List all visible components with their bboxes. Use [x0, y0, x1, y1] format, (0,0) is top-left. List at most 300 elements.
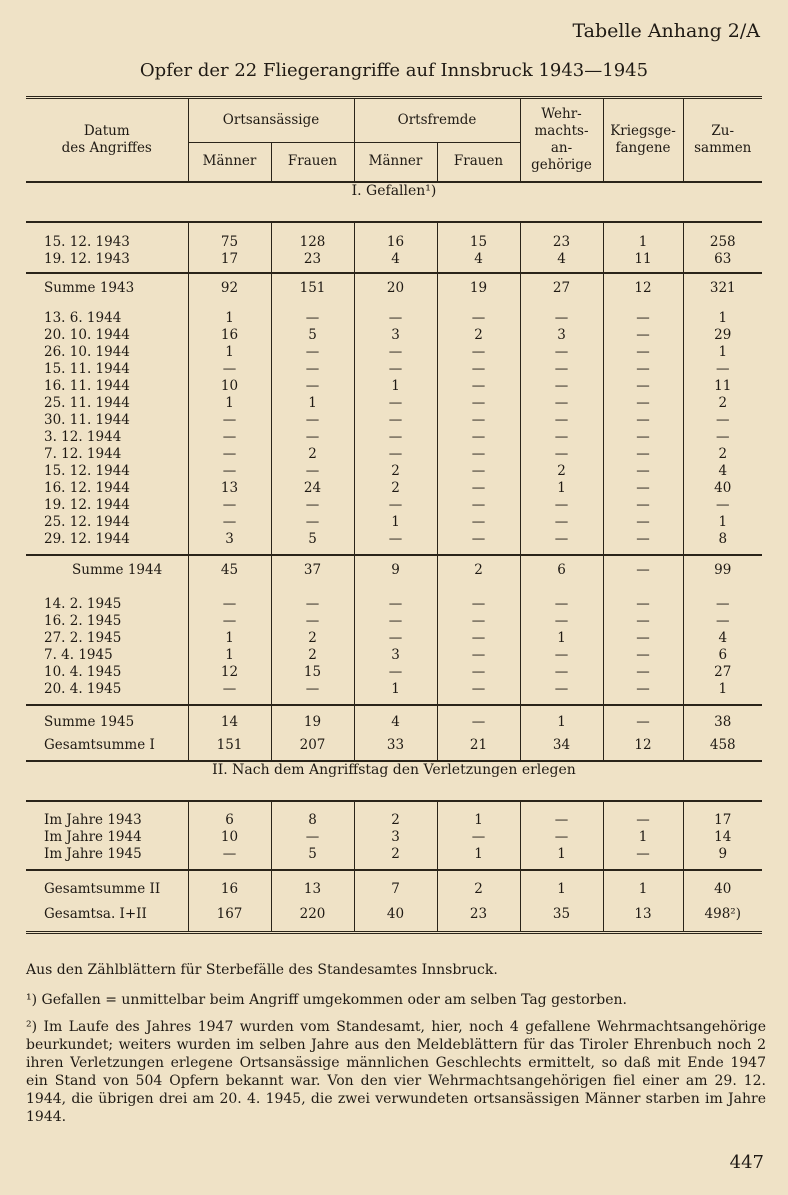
- table-cell: 12: [603, 273, 683, 310]
- row-label: 15. 12. 1944: [44, 463, 130, 479]
- table-cell: 1: [520, 846, 603, 870]
- table-cell: 12: [603, 731, 683, 761]
- table-cell: —: [520, 647, 603, 664]
- table-cell: 220: [271, 898, 354, 933]
- table-cell: —: [437, 480, 520, 497]
- table-cell: —: [603, 514, 683, 531]
- table-row: [26, 514, 762, 531]
- table-cell: 14: [683, 829, 762, 846]
- table-cell: 1: [520, 705, 603, 731]
- table-cell: —: [188, 596, 271, 613]
- table-cell: 99: [683, 555, 762, 596]
- source-note: Aus den Zählblättern für Sterbefälle des Standesamtes Innsbruck.: [26, 962, 498, 978]
- table-cell: —: [603, 429, 683, 446]
- row-label: 14. 2. 1945: [44, 596, 122, 612]
- table-cell: 5: [271, 846, 354, 870]
- table-cell: 8: [683, 531, 762, 555]
- row-label: Summe 1944: [26, 555, 188, 596]
- table-cell: —: [520, 412, 603, 429]
- col-ortsans-frauen: Frauen: [271, 142, 354, 182]
- table-row: [26, 630, 762, 647]
- table-cell: 45: [188, 555, 271, 596]
- table-cell: —: [683, 412, 762, 429]
- col-kriegsgefangene: Kriegsge- fangene: [603, 98, 683, 183]
- table-row: [26, 446, 762, 463]
- table-cell: —: [188, 514, 271, 531]
- table-row: [26, 647, 762, 664]
- table-cell: —: [188, 613, 271, 630]
- row-label: 30. 11. 1944: [44, 412, 130, 428]
- table-cell: —: [603, 596, 683, 613]
- table-cell: —: [271, 681, 354, 705]
- table-cell: 17: [683, 801, 762, 829]
- table-cell: 1: [603, 222, 683, 251]
- table-cell: —: [520, 497, 603, 514]
- table-cell: —: [354, 596, 437, 613]
- row-label: 16. 12. 1944: [44, 480, 130, 496]
- table-cell: 24: [271, 480, 354, 497]
- table-cell: —: [603, 531, 683, 555]
- col-datum: Datum des Angriffes: [26, 98, 188, 183]
- row-label: Im Jahre 1943: [44, 812, 142, 828]
- table-row: [26, 361, 762, 378]
- row-label: Summe 1943: [26, 273, 188, 310]
- table-row: [26, 681, 762, 705]
- table-cell: 3: [354, 647, 437, 664]
- table-cell: —: [188, 846, 271, 870]
- table-row: [26, 801, 762, 829]
- table-cell: 63: [683, 251, 762, 273]
- table-cell: 16: [188, 870, 271, 898]
- table-cell: —: [437, 647, 520, 664]
- table-cell: 167: [188, 898, 271, 933]
- table-row: [26, 395, 762, 412]
- table-cell: —: [603, 846, 683, 870]
- table-cell: —: [603, 446, 683, 463]
- table-cell: —: [520, 613, 603, 630]
- table-cell: —: [437, 463, 520, 480]
- table-cell: 1: [188, 630, 271, 647]
- table-row: [26, 829, 762, 846]
- row-label: 7. 4. 1945: [44, 647, 113, 663]
- table-cell: —: [354, 344, 437, 361]
- row-label: 20. 4. 1945: [44, 681, 122, 697]
- table-cell: 5: [271, 327, 354, 344]
- table-cell: —: [188, 429, 271, 446]
- col-ortsfr-frauen: Frauen: [437, 142, 520, 182]
- table-cell: —: [603, 497, 683, 514]
- table-cell: —: [354, 310, 437, 327]
- table-cell: 23: [520, 222, 603, 251]
- table-cell: 1: [603, 870, 683, 898]
- table-cell: 2: [437, 870, 520, 898]
- table-row: [26, 531, 762, 555]
- table-cell: —: [354, 531, 437, 555]
- table-cell: —: [354, 412, 437, 429]
- table-cell: 11: [603, 251, 683, 273]
- table-cell: —: [437, 344, 520, 361]
- table-cell: 2: [271, 630, 354, 647]
- table-cell: 3: [520, 327, 603, 344]
- table-cell: 13: [603, 898, 683, 933]
- table-cell: 75: [188, 222, 271, 251]
- table-row: [26, 310, 762, 327]
- table-cell: 6: [520, 555, 603, 596]
- table-cell: —: [354, 664, 437, 681]
- table-cell: 1: [683, 514, 762, 531]
- table-cell: —: [354, 395, 437, 412]
- table-cell: 128: [271, 222, 354, 251]
- page-number: 447: [729, 1152, 764, 1173]
- table-cell: —: [603, 664, 683, 681]
- table-cell: 16: [354, 222, 437, 251]
- table-cell: —: [271, 429, 354, 446]
- table-cell: 29: [683, 327, 762, 344]
- table-cell: —: [603, 647, 683, 664]
- table-cell: —: [520, 531, 603, 555]
- col-zusammen: Zu- sammen: [683, 98, 762, 183]
- table-row: [26, 497, 762, 514]
- table-cell: —: [437, 378, 520, 395]
- table-cell: —: [520, 664, 603, 681]
- table-row: [26, 731, 762, 761]
- table-cell: 9: [354, 555, 437, 596]
- row-label: 15. 11. 1944: [44, 361, 130, 377]
- table-row: [26, 412, 762, 429]
- table-cell: 10: [188, 829, 271, 846]
- table-row: [26, 898, 762, 933]
- table-cell: 15: [271, 664, 354, 681]
- table-cell: —: [354, 361, 437, 378]
- table-row: [26, 846, 762, 870]
- table-row: [26, 429, 762, 446]
- table-row: [26, 273, 762, 310]
- table-cell: 2: [354, 846, 437, 870]
- table-cell: 1: [188, 395, 271, 412]
- section-heading: II. Nach dem Angriffstag den Verletzungen erlegen: [26, 761, 762, 801]
- table-cell: 34: [520, 731, 603, 761]
- table-cell: —: [437, 596, 520, 613]
- table-cell: 4: [683, 630, 762, 647]
- table-cell: —: [520, 514, 603, 531]
- table-cell: 13: [188, 480, 271, 497]
- table-row: [26, 613, 762, 630]
- table-cell: 1: [437, 846, 520, 870]
- table-cell: —: [603, 412, 683, 429]
- col-ortsans-maenner: Männer: [188, 142, 271, 182]
- table-cell: —: [603, 681, 683, 705]
- table-cell: 321: [683, 273, 762, 310]
- row-label: Summe 1945: [26, 705, 188, 731]
- table-cell: 27: [520, 273, 603, 310]
- table-cell: —: [271, 310, 354, 327]
- table-cell: —: [271, 613, 354, 630]
- table-cell: —: [188, 497, 271, 514]
- table-cell: —: [354, 613, 437, 630]
- table-cell: 498²): [683, 898, 762, 933]
- table-cell: —: [354, 630, 437, 647]
- table-cell: 38: [683, 705, 762, 731]
- table-cell: —: [271, 596, 354, 613]
- table-cell: 1: [437, 801, 520, 829]
- table-cell: —: [603, 327, 683, 344]
- table-cell: 1: [354, 378, 437, 395]
- table-cell: 2: [437, 327, 520, 344]
- casualty-table: [26, 96, 762, 934]
- table-cell: —: [683, 361, 762, 378]
- table-cell: 1: [188, 647, 271, 664]
- table-row: [26, 344, 762, 361]
- table-cell: 1: [683, 344, 762, 361]
- table-cell: 2: [354, 801, 437, 829]
- table-cell: —: [603, 344, 683, 361]
- table-cell: 1: [354, 514, 437, 531]
- table-cell: —: [271, 497, 354, 514]
- row-label: 25. 12. 1944: [44, 514, 130, 530]
- table-cell: 3: [188, 531, 271, 555]
- table-cell: 3: [354, 829, 437, 846]
- table-cell: 14: [188, 705, 271, 731]
- table-cell: —: [437, 613, 520, 630]
- table-cell: 1: [271, 395, 354, 412]
- table-cell: —: [188, 463, 271, 480]
- row-label: 19. 12. 1943: [44, 251, 130, 267]
- table-cell: 458: [683, 731, 762, 761]
- table-cell: —: [271, 829, 354, 846]
- row-label: Gesamtsumme II: [26, 870, 188, 898]
- table-cell: —: [603, 555, 683, 596]
- table-cell: —: [437, 531, 520, 555]
- table-cell: —: [437, 630, 520, 647]
- table-cell: —: [188, 412, 271, 429]
- table-cell: —: [520, 446, 603, 463]
- table-cell: —: [437, 705, 520, 731]
- table-cell: —: [520, 395, 603, 412]
- table-cell: 4: [437, 251, 520, 273]
- table-row: [26, 596, 762, 613]
- table-cell: —: [437, 412, 520, 429]
- table-cell: 2: [354, 480, 437, 497]
- table-cell: 27: [683, 664, 762, 681]
- table-cell: 1: [520, 870, 603, 898]
- row-label: 16. 11. 1944: [44, 378, 130, 394]
- table-cell: 23: [437, 898, 520, 933]
- table-cell: 4: [520, 251, 603, 273]
- table-cell: 207: [271, 731, 354, 761]
- col-wehrmacht: Wehr- machts- an- gehörige: [520, 98, 603, 183]
- section-heading-row: [26, 761, 762, 801]
- table-cell: 1: [603, 829, 683, 846]
- footnote-2: ²) Im Laufe des Jahres 1947 wurden vom Standesamt, hier, noch 4 gefallene Wehrmachtsangehörige beurkundet; weiters wurden im selben Jahre aus den Meldeblättern für das Tiroler Ehrenbuch noch 2 ihren Verletzungen erlegene Ortsansässige männlichen Geschlechts ermittelt, so daß mit Ende 1947 ein Stand von 504 Opfern bekannt war. Von den vier Wehrmachtsangehörigen fiel einer am 29. 12. 1944, die übrigen drei am 20. 4. 1945, die zwei verwundeten ortsansässigen Männer starben im Jahre 1944.: [26, 1019, 766, 1125]
- row-label: 13. 6. 1944: [44, 310, 122, 326]
- table-cell: 6: [188, 801, 271, 829]
- table-cell: —: [603, 613, 683, 630]
- table-cell: 2: [683, 446, 762, 463]
- table-cell: 7: [354, 870, 437, 898]
- table-cell: 33: [354, 731, 437, 761]
- table-cell: —: [520, 596, 603, 613]
- table-cell: —: [603, 378, 683, 395]
- table-cell: 6: [683, 647, 762, 664]
- row-label: Im Jahre 1945: [44, 846, 142, 862]
- table-cell: —: [437, 829, 520, 846]
- table-cell: —: [603, 361, 683, 378]
- table-cell: 92: [188, 273, 271, 310]
- table-cell: —: [520, 378, 603, 395]
- table-cell: 151: [188, 731, 271, 761]
- table-cell: —: [271, 344, 354, 361]
- table-cell: 9: [683, 846, 762, 870]
- table-cell: 2: [271, 647, 354, 664]
- table-cell: 40: [354, 898, 437, 933]
- table-row: [26, 378, 762, 395]
- section-heading-row: [26, 182, 762, 222]
- table-row: [26, 555, 762, 596]
- table-cell: —: [603, 310, 683, 327]
- table-row: [26, 480, 762, 497]
- table-cell: —: [603, 705, 683, 731]
- col-ortsfremde: Ortsfremde: [354, 98, 520, 143]
- table-cell: —: [437, 429, 520, 446]
- table-cell: 4: [683, 463, 762, 480]
- table-cell: 3: [354, 327, 437, 344]
- row-label: Gesamtsumme I: [44, 737, 155, 753]
- table-cell: 37: [271, 555, 354, 596]
- row-label: 15. 12. 1943: [44, 234, 130, 250]
- table-cell: 40: [683, 870, 762, 898]
- table-row: [26, 705, 762, 731]
- table-cell: —: [520, 681, 603, 705]
- table-cell: —: [520, 829, 603, 846]
- table-cell: —: [437, 395, 520, 412]
- table-cell: 1: [520, 480, 603, 497]
- table-cell: 1: [683, 310, 762, 327]
- table-cell: 17: [188, 251, 271, 273]
- table-cell: —: [354, 446, 437, 463]
- row-label: 27. 2. 1945: [44, 630, 122, 646]
- col-ortsansaessige: Ortsansässige: [188, 98, 354, 143]
- table-row: [26, 251, 762, 273]
- table-cell: —: [603, 395, 683, 412]
- table-cell: 1: [354, 681, 437, 705]
- table-cell: 4: [354, 251, 437, 273]
- table-cell: —: [271, 463, 354, 480]
- table-cell: 5: [271, 531, 354, 555]
- table-cell: —: [188, 446, 271, 463]
- table-cell: —: [520, 344, 603, 361]
- table-cell: 2: [271, 446, 354, 463]
- table-cell: 258: [683, 222, 762, 251]
- table-cell: —: [271, 514, 354, 531]
- table-cell: —: [683, 613, 762, 630]
- table-row: [26, 222, 762, 251]
- table-cell: —: [354, 497, 437, 514]
- row-label: 20. 10. 1944: [44, 327, 130, 343]
- table-cell: —: [520, 801, 603, 829]
- row-label: 19. 12. 1944: [44, 497, 130, 513]
- row-label: 10. 4. 1945: [44, 664, 122, 680]
- table-cell: —: [603, 630, 683, 647]
- table-cell: —: [437, 310, 520, 327]
- table-cell: —: [437, 664, 520, 681]
- row-label: 29. 12. 1944: [44, 531, 130, 547]
- row-label: Gesamtsa. I+II: [26, 898, 188, 933]
- table-cell: —: [271, 378, 354, 395]
- row-label: Im Jahre 1944: [44, 829, 142, 845]
- table-cell: 1: [520, 630, 603, 647]
- table-cell: 10: [188, 378, 271, 395]
- table-cell: 13: [271, 870, 354, 898]
- table-cell: —: [520, 310, 603, 327]
- table-cell: 40: [683, 480, 762, 497]
- table-cell: —: [437, 514, 520, 531]
- table-cell: 19: [271, 705, 354, 731]
- table-cell: 151: [271, 273, 354, 310]
- table-cell: 2: [437, 555, 520, 596]
- table-cell: —: [603, 463, 683, 480]
- row-label: 26. 10. 1944: [44, 344, 130, 360]
- table-row: [26, 870, 762, 898]
- table-cell: —: [437, 681, 520, 705]
- table-cell: —: [603, 480, 683, 497]
- table-cell: 8: [271, 801, 354, 829]
- table-cell: 21: [437, 731, 520, 761]
- row-label: 3. 12. 1944: [44, 429, 122, 445]
- table-cell: 2: [520, 463, 603, 480]
- table-cell: 2: [354, 463, 437, 480]
- table-cell: —: [437, 497, 520, 514]
- table-cell: —: [188, 361, 271, 378]
- table-cell: —: [437, 446, 520, 463]
- table-cell: 23: [271, 251, 354, 273]
- table-cell: 1: [683, 681, 762, 705]
- table-cell: —: [271, 412, 354, 429]
- row-label: 7. 12. 1944: [44, 446, 122, 462]
- table-cell: 16: [188, 327, 271, 344]
- table-cell: 1: [188, 310, 271, 327]
- table-cell: 1: [188, 344, 271, 361]
- table-number: Tabelle Anhang 2/A: [572, 20, 760, 42]
- table-cell: —: [520, 361, 603, 378]
- footnote-1: ¹) Gefallen = unmittelbar beim Angriff umgekommen oder am selben Tag gestorben.: [26, 992, 627, 1008]
- table-row: [26, 327, 762, 344]
- page-title: Opfer der 22 Fliegerangriffe auf Innsbruck 1943—1945: [139, 60, 649, 81]
- table-cell: 15: [437, 222, 520, 251]
- table-cell: 11: [683, 378, 762, 395]
- table-cell: —: [354, 429, 437, 446]
- row-label: 25. 11. 1944: [44, 395, 130, 411]
- table-cell: 19: [437, 273, 520, 310]
- table-cell: —: [603, 801, 683, 829]
- table-cell: 2: [683, 395, 762, 412]
- section-heading: I. Gefallen¹): [26, 182, 762, 222]
- table-cell: 12: [188, 664, 271, 681]
- table-cell: 35: [520, 898, 603, 933]
- table-cell: —: [520, 429, 603, 446]
- table-row: [26, 463, 762, 480]
- table-cell: 20: [354, 273, 437, 310]
- table-cell: 4: [354, 705, 437, 731]
- table-cell: —: [683, 497, 762, 514]
- table-cell: —: [437, 361, 520, 378]
- table-cell: —: [683, 429, 762, 446]
- table-row: [26, 664, 762, 681]
- table-cell: —: [188, 681, 271, 705]
- table-cell: —: [683, 596, 762, 613]
- col-ortsfr-maenner: Männer: [354, 142, 437, 182]
- row-label: 16. 2. 1945: [44, 613, 122, 629]
- table-cell: —: [271, 361, 354, 378]
